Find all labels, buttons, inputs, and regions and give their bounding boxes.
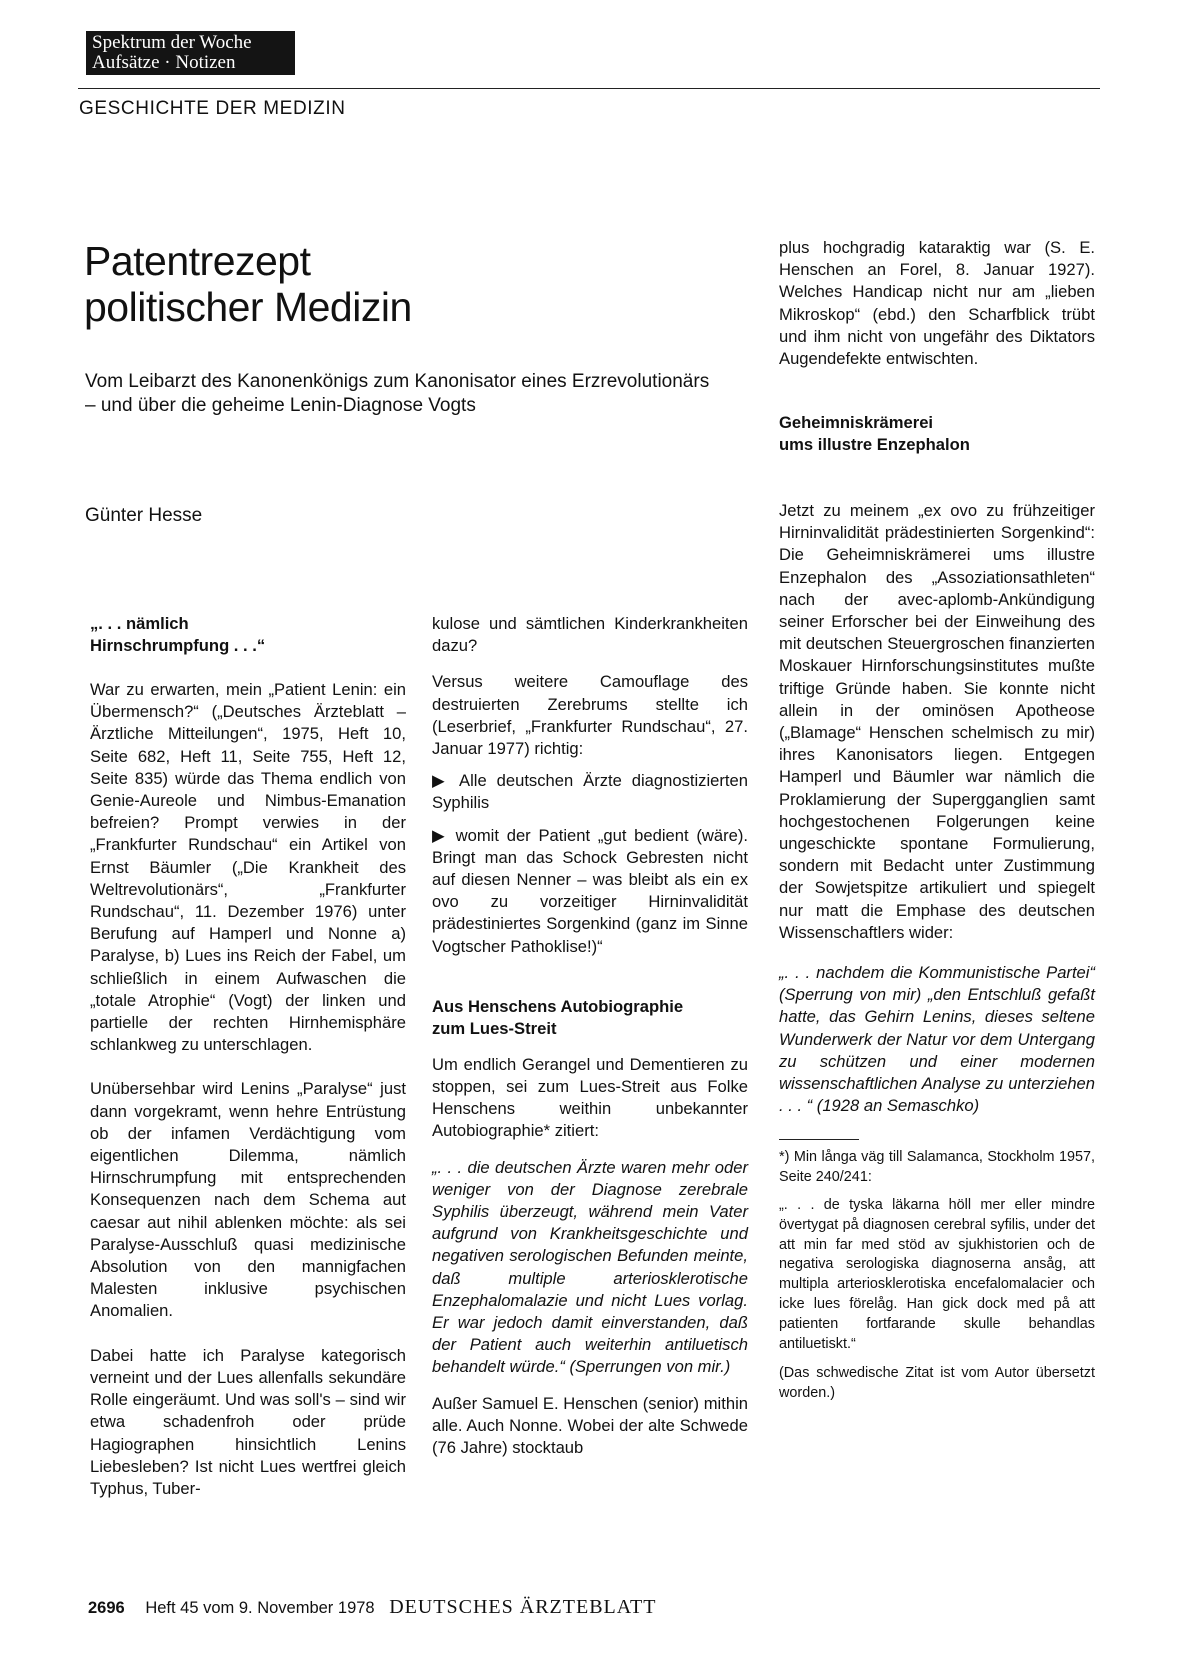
- heading-line: Hirnschrumpfung . . .“: [90, 636, 266, 655]
- rubric: GESCHICHTE DER MEDIZIN: [79, 98, 346, 119]
- heading-line: zum Lues-Streit: [432, 1018, 557, 1038]
- section-badge: [86, 31, 295, 75]
- paragraph: Jetzt zu meinem „ex ovo zu frühzeitiger Hirninvalidität prädestinierten Sorgenkind“: Die Geheimniskrämerei ums illustre Enzephalon des „Assoziationsathleten“ nach der avec-aplomb-Ankündigung seiner Erforscher bei der Einweihung des mit deutschen Steuergroschen finanzierten Moskauer Hirnforschungsinstitutes mußte triftige Gründe haben. Sie konnte nicht allein in der ominösen Apotheose („Blamage“ Henschen schelmisch zu mir) ihres Kanonisators liegen. Entgegen Hamperl und Bäumler war nämlich die Proklamierung der Supergganglien samt hochgestochenen Folgerungen keine ungeschickte spontane Formulierung, sondern mit Bedacht unter Zustimmung der Sowjetspitze artikuliert und spiegelt nur matt die Emphase des deutschen Wissenschaftlers wider:: [779, 501, 1095, 942]
- section-heading: [432, 996, 748, 1040]
- heading-line: „. . . nämlich: [90, 614, 189, 633]
- section-heading: [779, 412, 1095, 456]
- heading-line: Geheimniskrämerei: [779, 413, 934, 433]
- column-3-top: [779, 237, 1095, 456]
- paragraph: kulose und sämtlichen Kinderkrankheiten dazu?: [432, 614, 748, 656]
- section-heading: [90, 613, 406, 657]
- paragraph: Unübersehbar wird Lenins „Paralyse“ just dann vorgekramt, wenn hehre Entrüstung ob der infamen Verdächtigung vom eigentlichen Dilemma, nämlich Hirnschrumpfung mit entsprechenden Konsequenzen nach dem Schema aut caesar aut nihil ablenken möchte: als sei Paralyse-Ausschluß quasi medizinische Absolution von den mannigfachen Malesten inklusive psychischen Anomalien.: [90, 1079, 406, 1321]
- column-3: [779, 500, 1095, 1404]
- article-title: [84, 238, 412, 330]
- header-rule: [78, 88, 1100, 89]
- footnote: (Das schwedische Zitat ist vom Autor übersetzt worden.): [779, 1365, 1095, 1402]
- issue-info: Heft 45 vom 9. November 1978: [145, 1599, 375, 1617]
- journal-name: DEUTSCHES ÄRZTEBLATT: [389, 1596, 657, 1618]
- paragraph: plus hochgradig kataraktig war (S. E. Henschen an Forel, 8. Januar 1927). Welches Handicap nicht nur am „lieben Mikroskop“ (ebd.) den Scharfblick trübt und ihm nicht von ungefähr des Diktators Augendefekte entwischten.: [779, 238, 1095, 369]
- footnote: *) Min långa väg till Salamanca, Stockholm 1957, Seite 240/241:: [779, 1149, 1095, 1186]
- heading-line: Aus Henschens Autobiographie: [432, 996, 684, 1016]
- page-number: 2696: [88, 1599, 125, 1617]
- column-1: [90, 613, 406, 1500]
- footnote: „. . . de tyska läkarna höll mer eller mindre övertygat på diagnosen cerebral syfilis, under det att min far med stöd av sjukhistorien och de negativa serologiska diagnoserna ansåg, att multipla arteriosklerotiska encefalomalacier och icke lues förelåg. Han gick dock med på att patienten fortfarande skulle behandlas antiluetiskt.“: [779, 1197, 1095, 1352]
- badge-line-1: Spektrum der Woche: [92, 32, 252, 53]
- footnote-rule: [779, 1139, 859, 1140]
- paragraph: War zu erwarten, mein „Patient Lenin: ein Übermensch?“ („Deutsches Ärzteblatt – Ärztliche Mitteilungen“, 1975, Heft 10, Seite 682, Heft 11, Seite 755, Heft 12, Seite 835) würde das Thema endlich von Genie-Aureole und Nimbus-Emanation befreien? Prompt verwies in der „Frankfurter Rundschau“ ein Artikel von Ernst Bäumler („Die Krankheit des Weltrevolutionärs“, „Frankfurter Rundschau“, 11. Dezember 1976) unter Berufung auf Hamperl und Nonne a) Paralyse, b) Lues ins Reich der Fabel, um schließlich in einem Aufwaschen die „totale Atrophie“ (Vogt) der linken und partielle der rechten Hirnhemisphäre schlankweg zu unterschlagen.: [90, 680, 406, 1055]
- quote: „. . . nachdem die Kommunistische Partei“ (Sperrung von mir) „den Entschluß gefaßt hatte, das Gehirn Lenins, dieses seltene Wunderwerk der Natur vor dem Untergang zu schützen und einer modernen wissenschaftlichen Analyse zu unterziehen . . . “ (1928 an Semaschko): [779, 963, 1095, 1116]
- quote: „. . . die deutschen Ärzte waren mehr oder weniger von der Diagnose zerebrale Syphilis überzeugt, während mein Vater aufgrund von Krankheitsgeschichte und negativen serologischen Befunden meinte, daß multiple arteriosklerotische Enzephalomalazie und nicht Lues vorlag. Er war jedoch damit einverstanden, daß der Patient auch weiterhin antiluetisch behandelt würde.“ (Sperrungen von mir.): [432, 1157, 748, 1377]
- bullet-item: ▶ womit der Patient „gut bedient (wäre). Bringt man das Schock Gebresten nicht auf diesen Nenner – was bleibt als ein ex ovo zu vorzeitiger Hirninvalidität prädestiniertes Sorgenkind (ganz im Sinne Vogtscher Pathoklise!)“: [432, 825, 748, 956]
- paragraph: Dabei hatte ich Paralyse kategorisch verneint und der Lues allenfalls sekundäre Rolle eingeräumt. Und was soll's – sind wir etwa schadenfroh oder prüde Hagiographen hinsichtlich Lenins Liebesleben? Ist nicht Lues wertfrei gleich Typhus, Tuber-: [90, 1345, 406, 1498]
- title-line-1: Patentrezept: [84, 238, 311, 284]
- page-footer: [88, 1596, 656, 1619]
- column-2: [432, 613, 748, 1459]
- article-subtitle: Vom Leibarzt des Kanonenkönigs zum Kanonisator eines Erzrevolutionärs – und über die geheime Lenin-Diagnose Vogts: [85, 371, 710, 416]
- badge-line-2: Aufsätze · Notizen: [92, 52, 236, 73]
- author: Günter Hesse: [85, 505, 203, 526]
- paragraph: Außer Samuel E. Henschen (senior) mithin alle. Auch Nonne. Wobei der alte Schwede (76 Jahre) stocktaub: [432, 1393, 748, 1458]
- heading-line: ums illustre Enzephalon: [779, 435, 970, 455]
- bullet-item: ▶ Alle deutschen Ärzte diagnostizierten Syphilis: [432, 771, 748, 813]
- title-line-2: politischer Medizin: [84, 284, 412, 330]
- paragraph: Versus weitere Camouflage des destruierten Zerebrums stellte ich (Leserbrief, „Frankfurter Rundschau“, 27. Januar 1977) richtig:: [432, 672, 748, 759]
- paragraph: Um endlich Gerangel und Dementieren zu stoppen, sei zum Lues-Streit aus Folke Henschens weithin unbekannter Autobiographie* zitiert:: [432, 1054, 748, 1141]
